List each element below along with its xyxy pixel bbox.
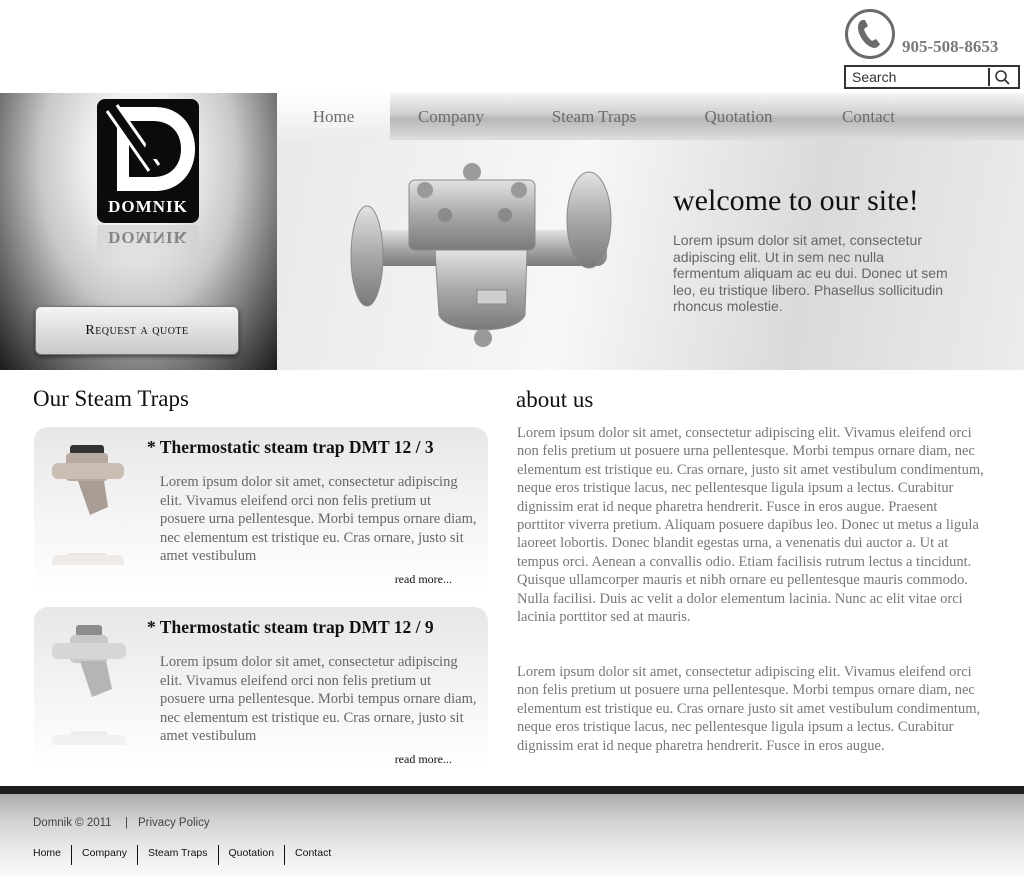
logo-mark-icon: [97, 99, 199, 199]
phone-icon: [845, 9, 895, 59]
brand-panel: [0, 93, 277, 370]
footer-divider: [0, 786, 1024, 794]
footer-link-company[interactable]: Company: [71, 845, 137, 865]
product-description: Lorem ipsum dolor sit amet, consectetur adipiscing elit. Vivamus eleifend orci non felis pretium ut posuere urna pellentesque. Morbi tempus ornare diam, nec elementum est tristique eu. Cras ornare, justo sit amet vestibulum: [160, 474, 477, 564]
nav-steam-traps[interactable]: Steam Traps: [551, 106, 637, 126]
product-card: [34, 607, 488, 771]
search-icon: [994, 69, 1012, 85]
footer-link-quotation[interactable]: Quotation: [218, 845, 285, 865]
footer-link-contact[interactable]: Contact: [284, 845, 341, 865]
product-title[interactable]: * Thermostatic steam trap DMT 12 / 9: [147, 617, 434, 637]
steam-trap-image: [347, 160, 627, 350]
search-button[interactable]: [988, 68, 1016, 86]
product-image: [50, 437, 128, 565]
search-box: [844, 65, 1020, 89]
search-input[interactable]: [846, 69, 990, 85]
about-title: about us: [516, 387, 594, 412]
copyright: Domnik © 2011: [33, 817, 112, 829]
main-nav: [277, 93, 1024, 140]
logo-text: DOMNIK: [108, 197, 188, 216]
footer: [0, 794, 1024, 877]
footer-nav: [33, 845, 341, 865]
product-title[interactable]: * Thermostatic steam trap DMT 12 / 3: [147, 437, 434, 457]
products-title: Our Steam Traps: [33, 386, 189, 411]
footer-link-home[interactable]: Home: [33, 847, 62, 859]
footer-separator: |: [125, 817, 128, 829]
product-card: [34, 427, 488, 591]
hero-text: Lorem ipsum dolor sit amet, consectetur adipiscing elit. Ut in sem nec nulla fermentum aliquam ac eu dui. Donec ut sem leo, eu tristique libero. Phasellus sollicitudin rhoncus molestie.: [673, 232, 948, 314]
footer-link-steam-traps[interactable]: Steam Traps: [137, 845, 218, 865]
product-description: Lorem ipsum dolor sit amet, consectetur adipiscing elit. Vivamus eleifend orci non felis pretium ut posuere urna pellentesque. Morbi tempus ornare diam, nec elementum est tristique eu. Cras ornare, justo sit amet vestibulum: [160, 654, 477, 744]
nav-company[interactable]: Company: [417, 106, 485, 126]
about-paragraph: Lorem ipsum dolor sit amet, consectetur adipiscing elit. Vivamus eleifend orci non felis pretium ut posuere urna pellentesque. Morbi tempus ornare diam, nec elementum est tristique eu. Cras ornare justo sit amet vestibulum condimentum, neque eros tristique lacus, nec pellentesque ligula ipsum a lectus. Curabitur dignissim erat id neque pharetra hendrerit. Fusce in eros augue.: [517, 664, 981, 754]
read-more-link[interactable]: read more...: [394, 752, 452, 766]
hero-title: welcome to our site!: [673, 184, 919, 217]
logo-reflection: DOMNIK: [97, 225, 199, 265]
privacy-policy-link[interactable]: Privacy Policy: [138, 817, 210, 829]
request-quote-button[interactable]: Request a quote: [35, 306, 239, 355]
read-more-link[interactable]: read more...: [394, 572, 452, 586]
about-paragraph: Lorem ipsum dolor sit amet, consectetur adipiscing elit. Vivamus eleifend orci non felis pretium ut posuere urna pellentesque. Morbi tempus ornare diam, nec elementum est tristique eu. Cras ornare, justo sit amet vestibulum condimentum, neque eros tristique lacus, nec pellentesque ligula ipsum a lectus. Curabitur dignissim erat id neque pharetra hendrerit. Fusce in eros augue. Praesent porttitor viverra pretium. Aliquam posuere dapibus leo. Donec ut metus a ligula laoreet lobortis. Donec blandit egestas urna, a venenatis dui auctor a. Ut at tempus orci. Aenean a convallis odio. Etiam facilisis rutrum lectus a tincidunt. Quisque ullamcorper mauris et nibh ornare eu pellentesque mauris commodo. Nulla facilisi. Duis ac velit a dolor elementum lacinia. Nunc ac elit vitae orci lacinia porttitor sed at mauris.: [517, 425, 984, 626]
logo[interactable]: [97, 99, 199, 223]
product-image: [50, 617, 128, 745]
phone-number: 905-508-8653: [902, 37, 999, 56]
top-header: [0, 0, 1024, 92]
hero-banner: [277, 140, 1024, 370]
nav-contact[interactable]: Contact: [842, 106, 895, 126]
nav-quotation[interactable]: Quotation: [704, 106, 773, 126]
nav-home[interactable]: Home: [277, 93, 390, 140]
